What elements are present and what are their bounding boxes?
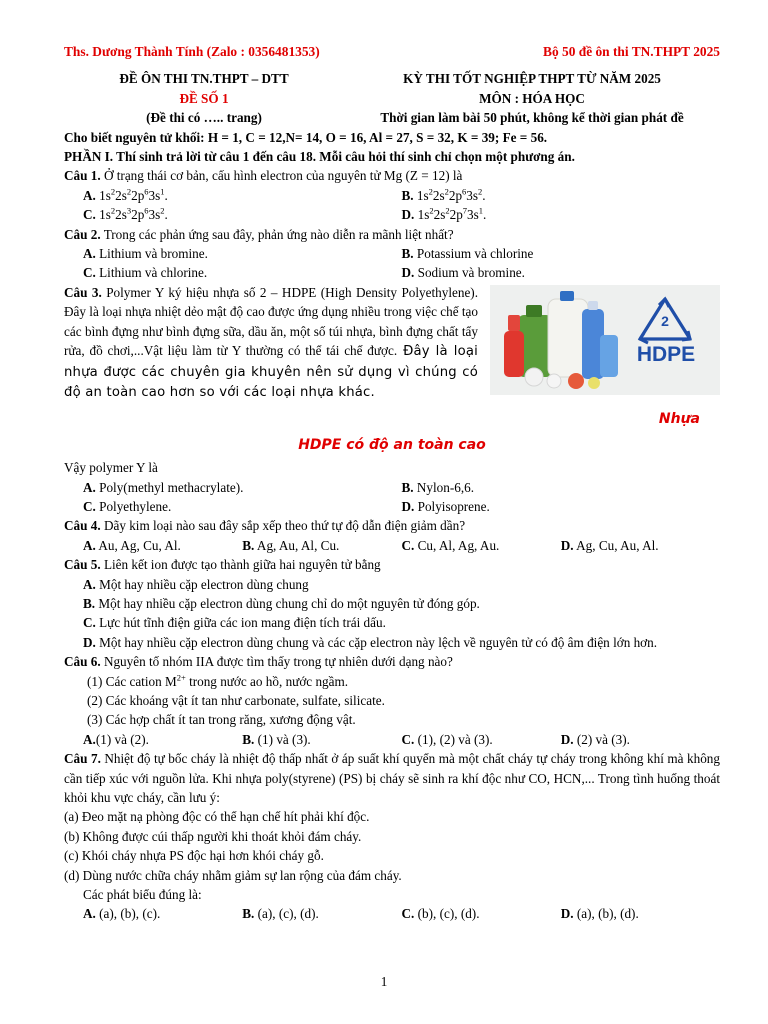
title-row-2 xyxy=(64,89,720,108)
option-a[interactable]: A. (a), (b), (c). xyxy=(83,906,161,922)
question-label: Câu 1. xyxy=(64,168,101,184)
question-text: Liên kết ion được tạo thành giữa hai nguyên tử bằng xyxy=(100,557,381,573)
question-7 xyxy=(64,749,720,807)
statement-b: (b) Không được cúi thấp người khi thoát khỏi đám cháy. xyxy=(64,828,362,844)
question-2 xyxy=(64,225,720,244)
exam-number: ĐỀ SỐ 1 xyxy=(179,90,229,106)
option-d[interactable]: D. Ag, Cu, Au, Al. xyxy=(560,537,659,553)
author-contact: Ths. Dương Thành Tính (Zalo : 0356481353) xyxy=(64,44,320,59)
image-caption-part-1: Nhựa xyxy=(658,411,700,428)
question-3-text xyxy=(64,283,478,402)
recycle-number: 2 xyxy=(661,312,669,329)
question-label: Câu 6. xyxy=(64,654,101,670)
question-3-options xyxy=(64,478,720,517)
option-d[interactable]: D. Sodium và bromine. xyxy=(401,265,525,281)
option-c[interactable]: C. Polyethylene. xyxy=(83,498,172,514)
question-text: Nguyên tố nhóm IIA được tìm thấy trong tự nhiên dưới dạng nào? xyxy=(100,654,453,670)
option-d[interactable]: D. (a), (b), (d). xyxy=(560,906,639,922)
option-a[interactable]: A. Poly(methyl methacrylate). xyxy=(83,479,244,495)
option-a[interactable]: A. Lithium và bromine. xyxy=(83,246,208,262)
question-text: Trong các phản ứng sau đây, phản ứng nào diễn ra mãnh liệt nhất? xyxy=(100,226,454,242)
option-c[interactable]: C. Lithium và chlorine. xyxy=(83,265,208,281)
statement-3: (3) Các hợp chất ít tan trong răng, xương động vật. xyxy=(87,712,356,728)
question-3-stem: Vậy polymer Y là xyxy=(64,460,158,476)
option-b[interactable]: B. Potassium và chlorine xyxy=(401,246,534,262)
option-a[interactable]: A. Một hay nhiều cặp electron dùng chung xyxy=(83,576,309,592)
option-d[interactable]: D. (2) và (3). xyxy=(560,731,630,747)
option-a[interactable]: A.(1) và (2). xyxy=(83,731,149,747)
option-d[interactable]: D. Một hay nhiều cặp electron dùng chung và các cặp electron này lệch về nguyên tử có độ âm điện lớn hơn. xyxy=(83,634,658,650)
question-3 xyxy=(64,283,720,402)
time-limit: Thời gian làm bài 50 phút, không kể thời gian phát đề xyxy=(380,110,684,126)
option-c[interactable]: C. Lực hút tĩnh điện giữa các ion mang điện tích trái dấu. xyxy=(83,615,386,631)
question-text: Dãy kim loại nào sau đây sắp xếp theo thứ tự độ dẫn điện giảm dần? xyxy=(100,518,466,534)
title-row-1 xyxy=(64,69,720,88)
question-6 xyxy=(64,652,720,671)
exam-title: KỲ THI TỐT NGHIỆP THPT TỪ NĂM 2025 xyxy=(403,71,661,87)
question-text: Nhiệt độ tự bốc cháy là nhiệt độ thấp nhất ở áp suất khí quyển mà một chất cháy tự cháy trong không khí mà không cần tiếp xúc với nguồn lửa. Khi nhựa poly(styrene) (PS) bị cháy sẽ sinh ra khí độc như CO, HCN,... Trong tình huống thoát khỏi khu vực cháy, cần lưu ý: xyxy=(64,751,720,806)
option-b[interactable]: B. (a), (c), (d). xyxy=(242,906,319,922)
question-label: Câu 2. xyxy=(64,226,101,242)
question-text: Polymer Y ký hiệu nhựa số 2 – HDPE (High Density Polyethylene). Đây là loại nhựa nhiệt dẻo mật độ cao được ứng dụng nhiều trong việc chế tạo các bình đựng như bình đựng sữa, dầu ăn, một số túi nhựa, bình đựng chất tẩy rửa, đồ chơi,...Vật liệu làm từ Y thường có thể tái chế được. xyxy=(64,284,478,359)
hdpe-bottles-illustration xyxy=(490,285,720,395)
exam-subject: MÔN : HÓA HỌC xyxy=(479,90,585,106)
exam-source: ĐỀ ÔN THI TN.THPT – DTT xyxy=(119,71,289,87)
question-7-stem: Các phát biểu đúng là: xyxy=(83,887,202,903)
option-c[interactable]: C. (1), (2) và (3). xyxy=(401,731,493,747)
option-c[interactable]: C. $1s^22s^32p^63s^2$. xyxy=(83,205,168,223)
question-text-sans: Đây là loại nhựa được các chuyên gia khuyên nên sử dụng vì chúng có độ an toàn cao hơn so với các loại nhựa khác. xyxy=(64,344,478,400)
option-b[interactable]: B. Nylon-6,6. xyxy=(401,479,475,495)
page-count-note: (Đề thi có ….. trang) xyxy=(146,110,262,126)
option-c[interactable]: C. Cu, Al, Ag, Au. xyxy=(401,537,500,553)
question-1 xyxy=(64,166,720,185)
statement-1: (1) Các cation $M^{2+}$ trong nước ao hồ, nước ngầm. xyxy=(87,672,349,689)
question-4 xyxy=(64,516,720,535)
option-d[interactable]: D. Polyisoprene. xyxy=(401,498,490,514)
question-label: Câu 5. xyxy=(64,557,101,573)
title-row-3 xyxy=(64,108,720,127)
atomic-masses: Cho biết nguyên tử khối: H = 1, C = 12,N= 14, O = 16, Al = 27, S = 32, K = 39; Fe = 56. xyxy=(64,129,548,145)
option-b[interactable]: B. Một hay nhiều cặp electron dùng chung chỉ do một nguyên tử đóng góp. xyxy=(83,595,480,611)
hdpe-label: HDPE xyxy=(636,342,696,366)
question-label: Câu 3. xyxy=(64,284,102,300)
option-a[interactable]: A. $1s^22s^22p^63s^1$. xyxy=(83,186,168,203)
question-7-options xyxy=(64,904,720,923)
page-header xyxy=(64,42,720,61)
question-text: Ở trạng thái cơ bản, cấu hình electron của nguyên tử Mg (Z = 12) là xyxy=(100,168,463,184)
question-5 xyxy=(64,555,720,574)
question-label: Câu 4. xyxy=(64,518,101,534)
exam-series: Bộ 50 đề ôn thi TN.THPT 2025 xyxy=(543,44,720,59)
question-1-options xyxy=(64,186,720,225)
option-a[interactable]: A. Au, Ag, Cu, Al. xyxy=(83,537,181,553)
hdpe-products-image xyxy=(490,285,720,395)
option-b[interactable]: B. (1) và (3). xyxy=(242,731,311,747)
statement-2: (2) Các khoáng vật ít tan như carbonate, sulfate, silicate. xyxy=(87,693,385,708)
option-c[interactable]: C. (b), (c), (d). xyxy=(401,906,480,922)
option-b[interactable]: B. Ag, Au, Al, Cu. xyxy=(242,537,340,553)
question-label: Câu 7. xyxy=(64,751,101,767)
option-d[interactable]: D. $1s^22s^22p^73s^1$. xyxy=(401,205,487,223)
statement-c: (c) Khói cháy nhựa PS độc hại hơn khói cháy gỗ. xyxy=(64,848,324,864)
statement-a: (a) Đeo mặt nạ phòng độc có thể hạn chế hít phải khí độc. xyxy=(64,809,370,825)
question-4-options xyxy=(64,536,720,555)
part-1-heading: PHẦN I. Thí sinh trả lời từ câu 1 đến câu 18. Mỗi câu hỏi thí sinh chỉ chọn một phương án. xyxy=(64,149,575,165)
question-6-options xyxy=(64,730,720,749)
option-b[interactable]: B. $1s^22s^22p^63s^2$. xyxy=(401,186,486,203)
image-caption-part-2: HDPE có độ an toàn cao xyxy=(298,436,486,453)
page-number: 1 xyxy=(380,974,388,989)
question-2-options xyxy=(64,244,720,283)
statement-d: (d) Dùng nước chữa cháy nhằm giảm sự lan rộng của đám cháy. xyxy=(64,867,402,883)
